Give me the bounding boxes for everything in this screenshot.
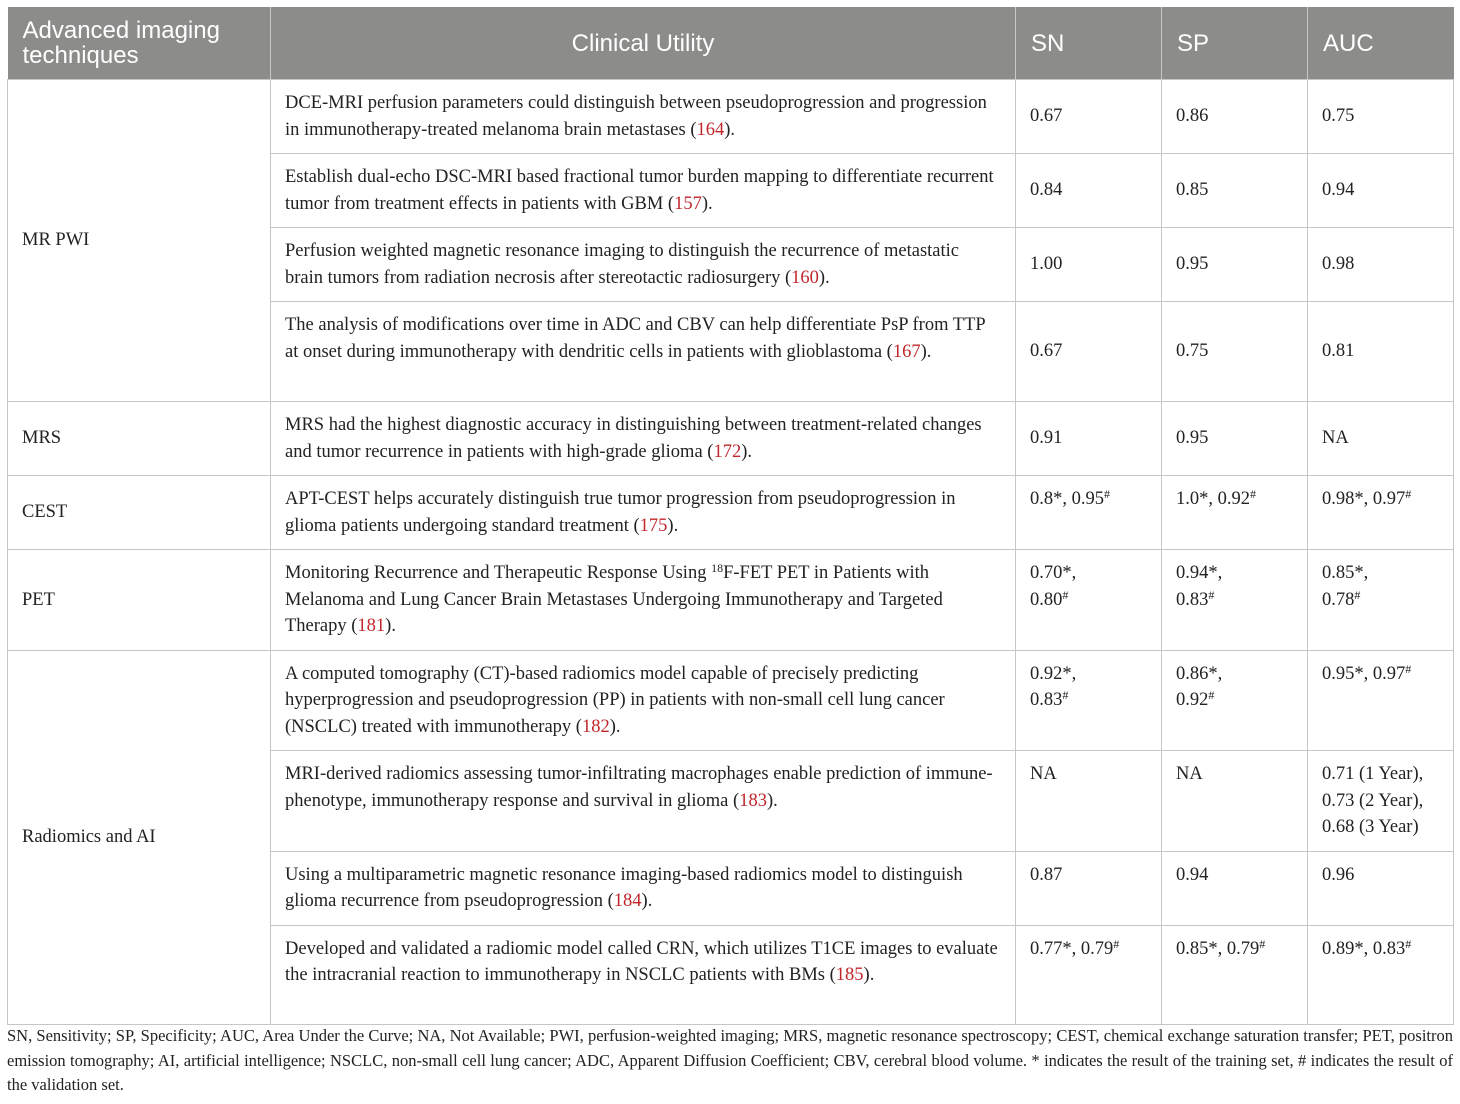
utility-text-end: ).: [641, 891, 653, 911]
clinical-utility-cell: [271, 302, 1016, 402]
category-mrs: MRS: [8, 402, 271, 476]
utility-text: The analysis of modifications over time in ADC and CBV can help differentiate PsP from TTP at onset during immunotherapy with dendritic cells in patients with glioblastoma (: [285, 315, 985, 362]
utility-text: DCE-MRI perfusion parameters could distinguish between pseudoprogression and progression in immunotherapy-treated melanoma brain metastases (: [285, 93, 987, 140]
auc-cell: [1308, 650, 1454, 751]
utility-text: APT-CEST helps accurately distinguish true tumor progression from pseudoprogression in glioma patients undergoing standard treatment (: [285, 489, 956, 536]
category-mr-pwi: MR PWI: [8, 80, 271, 402]
reference-link[interactable]: 175: [639, 515, 668, 536]
sp-cell: [1162, 925, 1308, 1024]
clinical-utility-cell: [271, 550, 1016, 651]
auc-value-training: 0.85*,: [1322, 563, 1369, 583]
validation-marker: #: [1405, 487, 1412, 501]
reference-link[interactable]: 181: [357, 616, 386, 636]
sn-cell: 0.67: [1016, 80, 1162, 154]
sp-cell: 0.86: [1162, 80, 1308, 154]
auc-cell: [1308, 925, 1454, 1024]
sn-cell: 1.00: [1016, 228, 1162, 302]
table-row: [8, 476, 1454, 550]
auc-cell: 0.94: [1308, 154, 1454, 228]
reference-link[interactable]: 183: [739, 790, 767, 811]
table-row: [8, 402, 1454, 476]
utility-text: Monitoring Recurrence and Therapeutic Response Using: [285, 563, 712, 583]
sp-cell: NA: [1162, 751, 1308, 852]
sp-cell: 0.95: [1162, 228, 1308, 302]
utility-text-end: ).: [701, 193, 713, 214]
sn-cell: [1016, 476, 1162, 550]
validation-marker: #: [1113, 936, 1120, 951]
utility-text-end: ).: [609, 716, 621, 737]
table-container: [7, 7, 1453, 1025]
sn-value-training: 0.92*,: [1030, 663, 1077, 684]
sn-value-training: 0.70*,: [1030, 563, 1077, 583]
utility-text-cont: F-FET PET in Patients with Melanoma and Lung Cancer Brain Metastases Undergoing Immunotherapy and Targeted Therapy (: [285, 563, 943, 636]
reference-link[interactable]: 164: [696, 119, 725, 140]
auc-value: 0.89*, 0.83: [1322, 938, 1406, 959]
validation-marker: #: [1062, 688, 1069, 702]
sn-value-validation: 0.83: [1030, 690, 1063, 710]
auc-cell: NA: [1308, 402, 1454, 476]
sn-cell: 0.67: [1016, 302, 1162, 402]
auc-value: 0.95*, 0.97: [1322, 663, 1406, 684]
validation-marker: #: [1208, 688, 1215, 702]
utility-text: Using a multiparametric magnetic resonance imaging-based radiomics model to distinguish glioma recurrence from pseudoprogression (: [285, 864, 963, 911]
sp-value-validation: 0.83: [1176, 589, 1209, 610]
utility-text-end: ).: [766, 790, 778, 811]
utility-text-end: ).: [920, 341, 932, 362]
validation-marker: #: [1405, 661, 1412, 676]
sn-value-validation: 0.80: [1030, 589, 1063, 610]
reference-link[interactable]: 167: [892, 341, 921, 362]
reference-link[interactable]: 182: [581, 716, 610, 737]
header-techniques: Advanced imaging techniques: [8, 7, 271, 80]
validation-marker: #: [1062, 587, 1069, 602]
utility-text-end: ).: [863, 965, 875, 985]
sp-cell: 0.85: [1162, 154, 1308, 228]
sp-cell: 0.95: [1162, 402, 1308, 476]
sn-cell: 0.87: [1016, 851, 1162, 925]
sp-cell: [1162, 476, 1308, 550]
clinical-utility-cell: [271, 751, 1016, 852]
auc-cell: [1308, 751, 1454, 852]
clinical-utility-cell: [271, 80, 1016, 154]
auc-cell: [1308, 550, 1454, 651]
clinical-utility-cell: [271, 154, 1016, 228]
utility-text: Establish dual-echo DSC-MRI based fractional tumor burden mapping to differentiate recurrent tumor from treatment effects in patients with GBM (: [285, 167, 994, 214]
reference-link[interactable]: 172: [713, 441, 742, 462]
utility-text: Perfusion weighted magnetic resonance imaging to distinguish the recurrence of metastatic brain tumors from radiation necrosis after stereotactic radiosurgery (: [285, 241, 960, 288]
utility-text: Developed and validated a radiomic model called CRN, which utilizes T1CE images to evaluate the intracranial reaction to immunotherapy in NSCLC patients with BMs (: [285, 938, 998, 985]
sp-value-training: 0.94*,: [1176, 563, 1223, 583]
table-footnote: SN, Sensitivity; SP, Specificity; AUC, Area Under the Curve; NA, Not Available; PWI, perfusion-weighted imaging; MRS, magnetic resonance spectroscopy; CEST, chemical exchange saturation transfer; PET, positron emission tomography; AI, artificial intelligence; NSCLC, non-small cell lung cancer; ADC, Apparent Diffusion Coefficient; CBV, cerebral blood volume. * indicates the result of the training set, # indicates the result of the validation set.: [7, 1026, 1453, 1094]
validation-marker: #: [1354, 587, 1361, 602]
sn-cell: [1016, 925, 1162, 1024]
auc-cell: 0.98: [1308, 228, 1454, 302]
table-row: [8, 550, 1454, 651]
category-radiomics-ai: Radiomics and AI: [8, 650, 271, 1024]
auc-cell: 0.96: [1308, 851, 1454, 925]
utility-text-end: ).: [818, 267, 830, 288]
validation-marker: #: [1250, 487, 1256, 501]
auc-value-validation: 0.78: [1322, 589, 1355, 610]
utility-text-end: ).: [741, 441, 752, 462]
sn-cell: [1016, 650, 1162, 751]
sn-cell: [1016, 550, 1162, 651]
header-auc: AUC: [1308, 7, 1454, 80]
header-sn: SN: [1016, 7, 1162, 80]
auc-cell: 0.75: [1308, 80, 1454, 154]
table-row: [8, 650, 1454, 751]
sp-cell: [1162, 650, 1308, 751]
header-row: [8, 7, 1454, 80]
utility-text: A computed tomography (CT)-based radiomics model capable of precisely predicting hyperprogression and pseudoprogression (PP) in patients with non-small cell lung cancer (NSCLC) treated with immunotherapy (: [285, 663, 945, 737]
utility-text-end: ).: [667, 515, 679, 536]
reference-link[interactable]: 184: [613, 891, 642, 911]
sp-value-validation: 0.92: [1176, 690, 1209, 710]
sp-value: 1.0*, 0.92: [1176, 489, 1250, 509]
auc-cell: [1308, 476, 1454, 550]
header-sp: SP: [1162, 7, 1308, 80]
auc-value-2yr: 0.73 (2 Year),: [1322, 790, 1424, 811]
utility-text-end: ).: [724, 119, 736, 140]
reference-link[interactable]: 157: [674, 193, 702, 214]
sp-cell: 0.94: [1162, 851, 1308, 925]
utility-text-end: ).: [385, 616, 396, 636]
clinical-utility-cell: [271, 402, 1016, 476]
sp-cell: 0.75: [1162, 302, 1308, 402]
clinical-utility-cell: [271, 925, 1016, 1024]
category-cest: CEST: [8, 476, 271, 550]
clinical-utility-cell: [271, 851, 1016, 925]
sp-cell: [1162, 550, 1308, 651]
header-clinical-utility: Clinical Utility: [271, 7, 1016, 80]
reference-link[interactable]: 185: [835, 965, 864, 985]
clinical-utility-cell: [271, 476, 1016, 550]
category-pet: PET: [8, 550, 271, 651]
utility-text: MRI-derived radiomics assessing tumor-infiltrating macrophages enable prediction of immune-phenotype, immunotherapy response and survival in glioma (: [285, 764, 993, 811]
clinical-utility-cell: [271, 650, 1016, 751]
validation-marker: #: [1104, 487, 1110, 501]
auc-value-3yr: 0.68 (3 Year): [1322, 817, 1419, 837]
validation-marker: #: [1259, 936, 1266, 951]
sn-cell: NA: [1016, 751, 1162, 852]
clinical-utility-cell: [271, 228, 1016, 302]
sn-value: 0.77*, 0.79: [1030, 938, 1114, 959]
table-row: [8, 80, 1454, 154]
sn-value: 0.8*, 0.95: [1030, 489, 1104, 509]
sn-cell: 0.91: [1016, 402, 1162, 476]
auc-cell: 0.81: [1308, 302, 1454, 402]
validation-marker: #: [1405, 936, 1412, 951]
imaging-techniques-table: [7, 7, 1454, 1025]
auc-value: 0.98*, 0.97: [1322, 489, 1406, 509]
validation-marker: #: [1208, 587, 1215, 602]
auc-value-1yr: 0.71 (1 Year),: [1322, 764, 1424, 784]
sp-value: 0.85*, 0.79: [1176, 938, 1260, 959]
sp-value-training: 0.86*,: [1176, 663, 1223, 684]
isotope-superscript: 18: [711, 561, 724, 575]
reference-link[interactable]: 160: [791, 267, 819, 288]
utility-text: MRS had the highest diagnostic accuracy in distinguishing between treatment-related changes and tumor recurrence in patients with high-grade glioma (: [285, 415, 982, 462]
sn-cell: 0.84: [1016, 154, 1162, 228]
